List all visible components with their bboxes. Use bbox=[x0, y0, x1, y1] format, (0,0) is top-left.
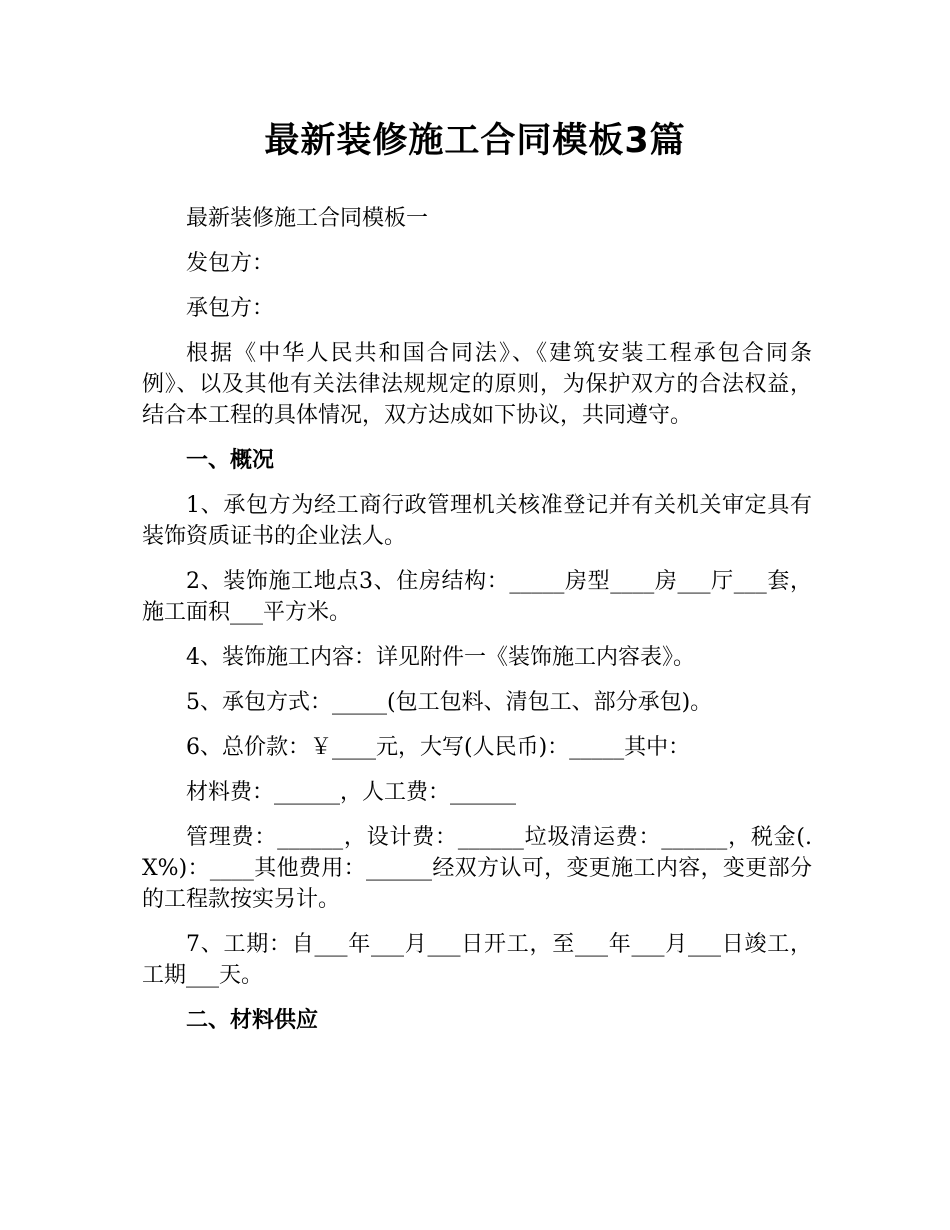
document-title: 最新装修施工合同模板3篇 bbox=[264, 121, 686, 161]
clause-7: 7、工期：自___年___月___日开工，至___年___月___日竣工，工期___天。 bbox=[142, 932, 812, 988]
section-heading-overview: 一、概况 bbox=[186, 448, 275, 473]
section-heading-materials: 二、材料供应 bbox=[186, 1008, 319, 1033]
fees-line-1: 材料费：______，人工费：______ bbox=[186, 780, 517, 805]
contract-subtitle: 最新装修施工合同模板一 bbox=[186, 206, 429, 231]
preamble-paragraph: 根据《中华人民共和国合同法》、《建筑安装工程承包合同条例》、以及其他有关法律法规规定的原则，为保护双方的合法权益，结合本工程的具体情况，双方达成如下协议，共同遵守。 bbox=[142, 341, 812, 428]
fees-line-2: 管理费：______，设计费：______垃圾清运费：______，税金(.X%)：____其他费用：______经双方认可，变更施工内容，变更部分的工程款按实另计。 bbox=[142, 825, 812, 912]
party-a-label: 发包方： bbox=[186, 251, 275, 276]
party-b-label: 承包方： bbox=[186, 296, 275, 321]
document-body bbox=[142, 203, 812, 1050]
clause-2: 2、装饰施工地点3、住房结构：_____房型____房___厅___套，施工面积___平方米。 bbox=[142, 569, 812, 625]
clause-1: 1、承包方为经工商行政管理机关核准登记并有关机关审定具有装饰资质证书的企业法人。 bbox=[142, 493, 812, 549]
clause-5: 5、承包方式：_____(包工包料、清包工、部分承包)。 bbox=[186, 690, 713, 715]
clause-6: 6、总价款：￥____元，大写(人民币)：_____其中： bbox=[186, 735, 691, 760]
clause-4: 4、装饰施工内容：详见附件一《装饰施工内容表》。 bbox=[186, 645, 695, 670]
